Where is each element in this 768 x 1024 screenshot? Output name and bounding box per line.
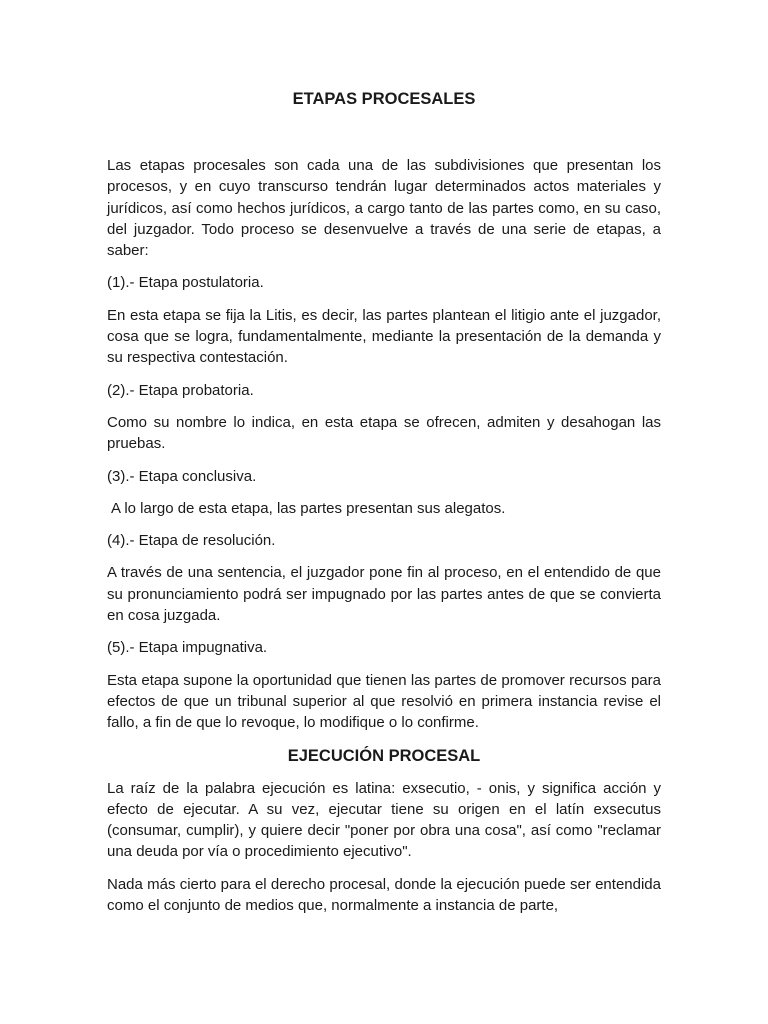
- stage-text-conclusiva: A lo largo de esta etapa, las partes presentan sus alegatos.: [111, 499, 506, 517]
- document-title: ETAPAS PROCESALES: [292, 90, 476, 108]
- stage-heading-conclusiva: (3).- Etapa conclusiva.: [107, 467, 257, 485]
- section-title-ejecucion: EJECUCIÓN PROCESAL: [287, 746, 481, 765]
- stage-text-impugnativa: Esta etapa supone la oportunidad que tienen las partes de promover recursos para efectos de que un tribunal superior al que resolvió en primera instancia revise el fallo, a fin de que lo revoque, lo modifique o lo confirme.: [107, 671, 661, 732]
- document-body: [107, 88, 661, 927]
- stage-text-postulatoria: En esta etapa se fija la Litis, es decir, las partes plantean el litigio ante el juzgador, cosa que se logra, fundamentalmente, mediante la presentación de la demanda y su respectiva contestación.: [107, 306, 661, 367]
- stage-heading-postulatoria: (1).- Etapa postulatoria.: [107, 274, 264, 292]
- intro-paragraph: Las etapas procesales son cada una de las subdivisiones que presentan los procesos, y en cuyo transcurso tendrán lugar determinados actos materiales y jurídicos, así como hechos jurídicos, a cargo tanto de las partes como, en su caso, del juzgador. Todo proceso se desenvuelve a través de una serie de etapas, a saber:: [107, 157, 661, 260]
- ejecucion-paragraph-1: La raíz de la palabra ejecución es latina: exsecutio, - onis, y significa acción y efecto de ejecutar. A su vez, ejecutar tiene su origen en el latín exsecutus (consumar, cumplir), y quiere decir "poner por obra una cosa", así como "reclamar una deuda por vía o procedimiento ejecutivo".: [107, 779, 661, 861]
- stage-text-probatoria: Como su nombre lo indica, en esta etapa se ofrecen, admiten y desahogan las pruebas.: [107, 413, 661, 453]
- stage-text-resolucion: A través de una sentencia, el juzgador pone fin al proceso, en el entendido de que su pronunciamiento podrá ser impugnado por las partes antes de que se convierta en cosa juzgada.: [107, 564, 661, 625]
- ejecucion-paragraph-2: Nada más cierto para el derecho procesal, donde la ejecución puede ser entendida como el conjunto de medios que, normalmente a instancia de parte,: [107, 875, 661, 915]
- stage-heading-probatoria: (2).- Etapa probatoria.: [107, 381, 254, 399]
- stage-heading-impugnativa: (5).- Etapa impugnativa.: [107, 639, 268, 657]
- stage-heading-resolucion: (4).- Etapa de resolución.: [107, 532, 276, 550]
